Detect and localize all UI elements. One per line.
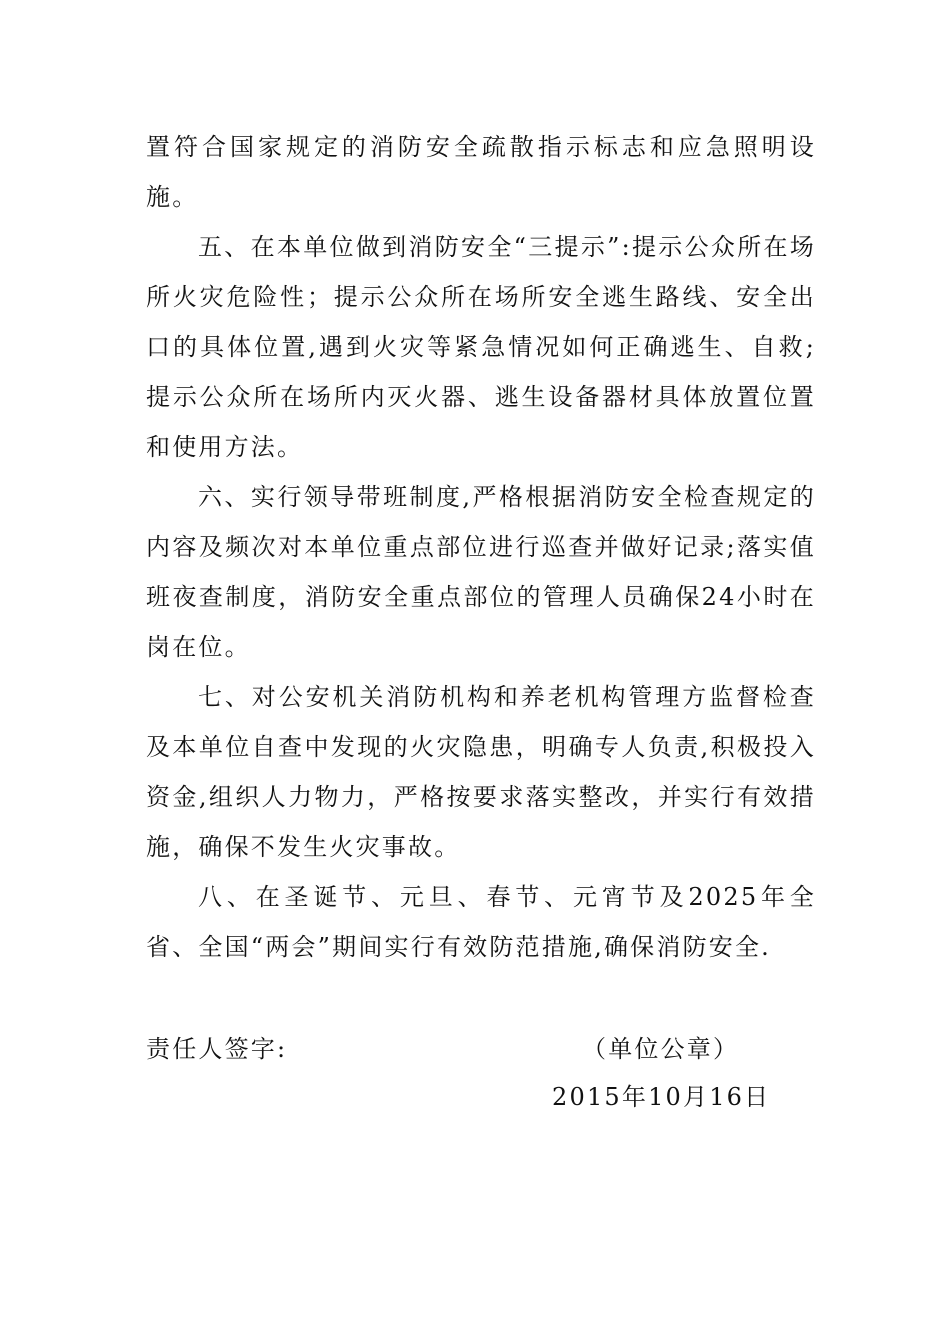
paragraph-item-7: 七、对公安机关消防机构和养老机构管理方监督检查及本单位自查中发现的火灾隐患，明确专人负责,积极投入资金,组织人力物力，严格按要求落实整改，并实行有效措施，确保不发生火灾事故。 bbox=[146, 683, 816, 861]
signature-line bbox=[146, 1024, 816, 1074]
paragraph-item-5: 五、在本单位做到消防安全“三提示”:提示公众所在场所火灾危险性；提示公众所在场所安全逃生路线、安全出口的具体位置,遇到火灾等紧急情况如何正确逃生、自救;提示公众所在场所内灭火器、逃生设备器材具体放置位置和使用方法。 bbox=[146, 233, 816, 461]
document-body bbox=[146, 122, 816, 972]
seal-note: （单位公章） bbox=[582, 1035, 740, 1063]
paragraph-item-6: 六、实行领导带班制度,严格根据消防安全检查规定的内容及频次对本单位重点部位进行巡查并做好记录;落实值班夜查制度，消防安全重点部位的管理人员确保24小时在岗在位。 bbox=[146, 483, 816, 661]
paragraph-item-8: 八、在圣诞节、元旦、春节、元宵节及2025年全省、全国“两会”期间实行有效防范措施,确保消防安全. bbox=[146, 883, 816, 961]
paragraph-continuation: 置符合国家规定的消防安全疏散指示标志和应急照明设施。 bbox=[146, 133, 816, 211]
signature-label: 责任人签字: bbox=[146, 1035, 288, 1063]
document-date: 2015年10月16日 bbox=[552, 1083, 771, 1111]
